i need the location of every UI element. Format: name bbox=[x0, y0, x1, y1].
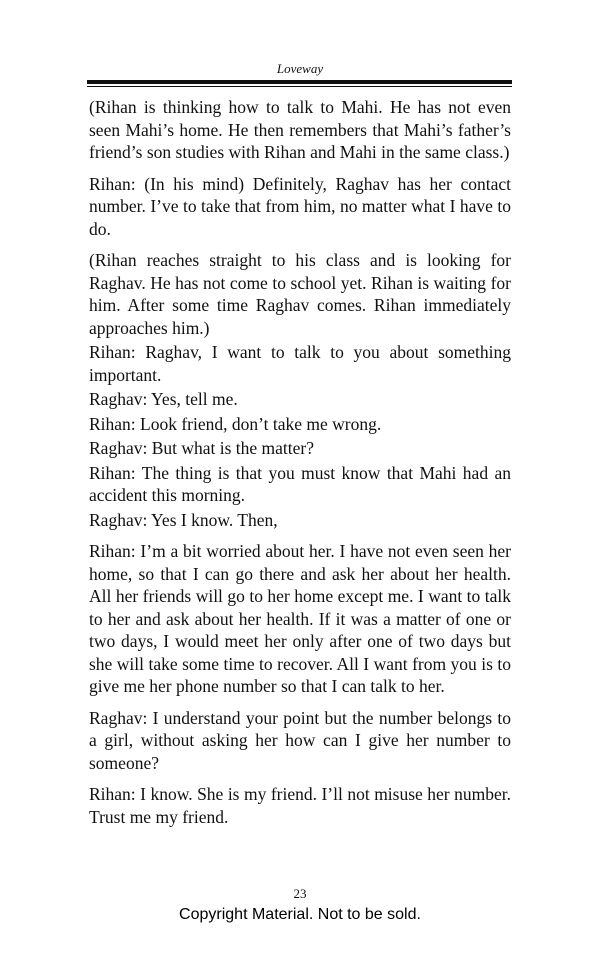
dialogue-paragraph: Rihan: The thing is that you must know that Mahi had an accident this morning. bbox=[89, 462, 511, 505]
dialogue-paragraph: Raghav: But what is the matter? bbox=[89, 438, 315, 458]
dialogue-paragraph: Rihan: Look friend, don’t take me wrong. bbox=[89, 413, 382, 434]
narration-paragraph: (Rihan is thinking how to talk to Mahi. He has not even seen Mahi’s home. He then remembers that Mahi’s father’s friend’s son studies with Rihan and Mahi in the same class.) bbox=[89, 97, 511, 162]
dialogue-paragraph: Rihan: (In his mind) Definitely, Raghav has her contact number. I’ve to take that from him, no matter what I have to do. bbox=[89, 173, 511, 239]
dialogue-paragraph: Rihan: I’m a bit worried about her. I have not even seen her home, so that I can go there and ask her about her health. All her friends will go to her home except me. I want to talk to her and ask about her health. If it was a matter of one or two days, I would meet her only after one of two days but she will take some time to recover. All I want from you is to give me her phone number so that I can talk to her. bbox=[89, 541, 511, 696]
header-rule-thick bbox=[87, 80, 512, 84]
dialogue-paragraph: Raghav: Yes I know. Then, bbox=[89, 509, 278, 530]
dialogue-paragraph: Raghav: Yes, tell me. bbox=[89, 389, 238, 409]
narration-paragraph: (Rihan reaches straight to his class and is looking for Raghav. He has not come to school yet. Rihan is waiting for him. After some time Raghav comes. Rihan immediately approaches him.) bbox=[89, 250, 511, 338]
copyright-notice: Copyright Material. Not to be sold. bbox=[179, 906, 421, 923]
page-number: 23 bbox=[293, 886, 307, 901]
dialogue-paragraph: Rihan: Raghav, I want to talk to you about something important. bbox=[89, 342, 511, 385]
page-body bbox=[89, 96, 511, 828]
dialogue-paragraph: Raghav: I understand your point but the number belongs to a girl, without asking her how can I give her number to someone? bbox=[89, 707, 511, 773]
dialogue-paragraph: Rihan: I know. She is my friend. I’ll not misuse her number. Trust me my friend. bbox=[89, 784, 511, 827]
running-header: Loveway bbox=[276, 61, 324, 76]
header-rule-thin bbox=[87, 86, 512, 87]
